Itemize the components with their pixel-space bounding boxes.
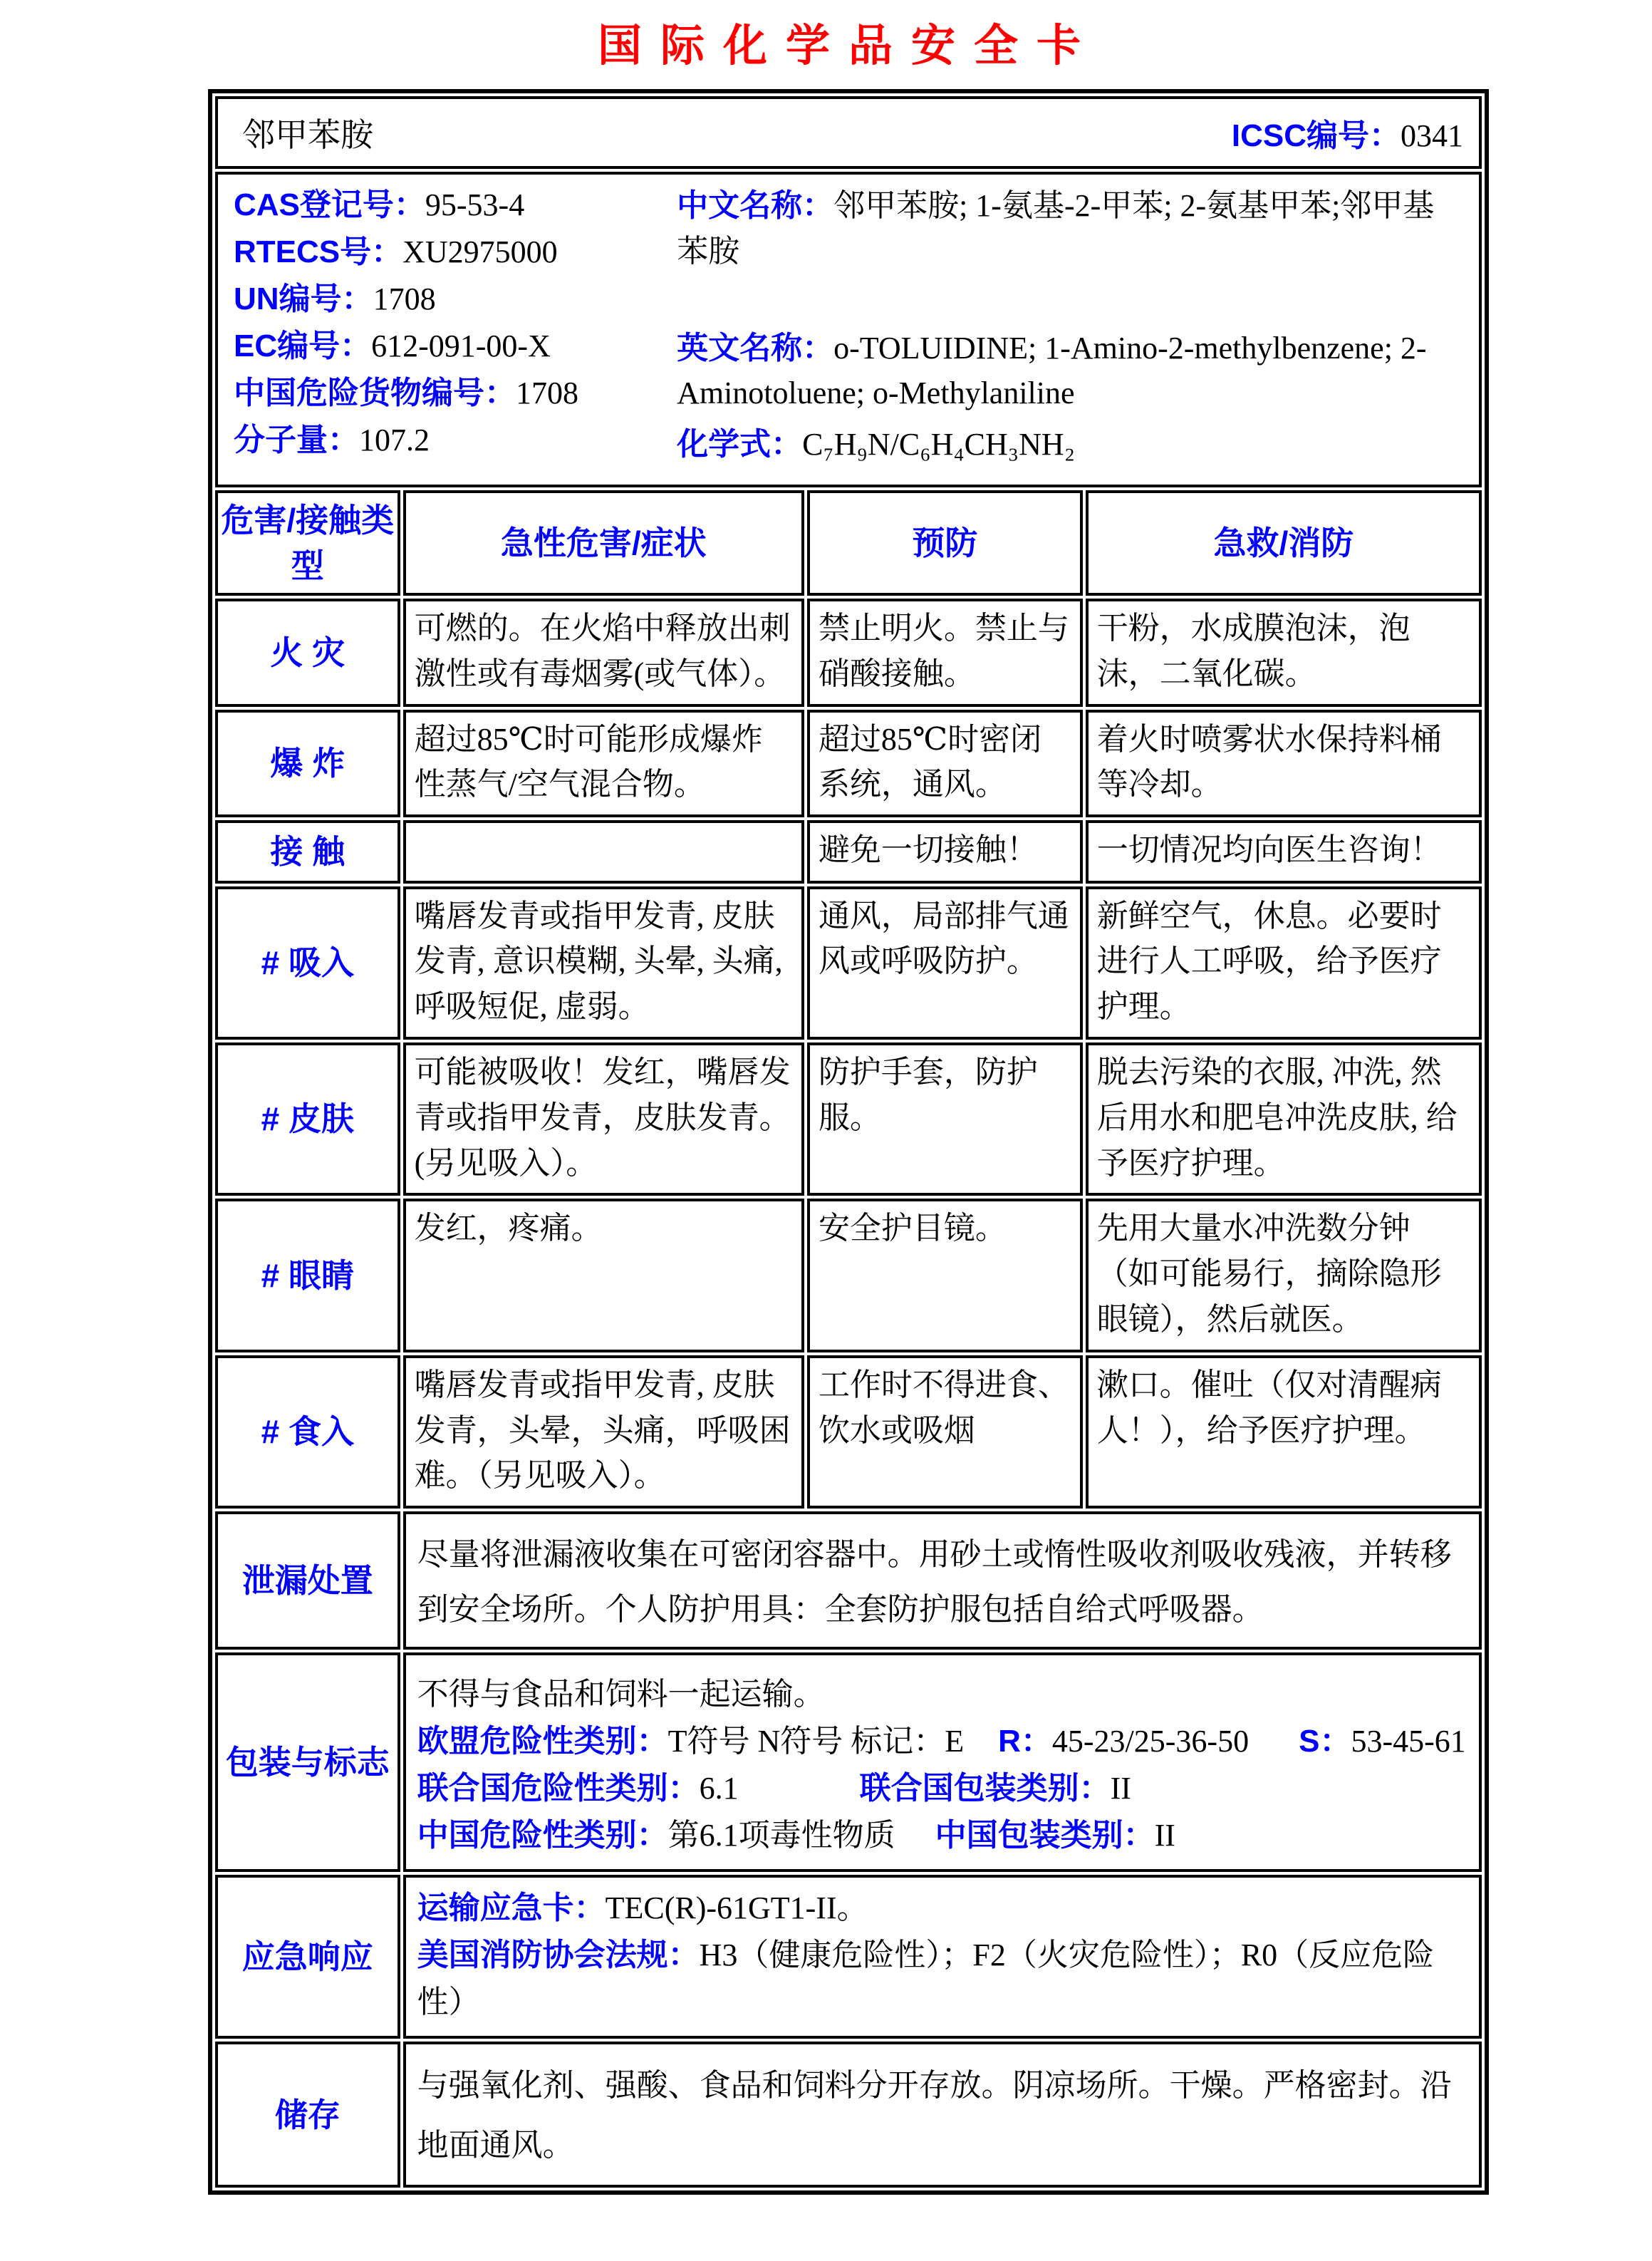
- china-hazard-class: 中国危险性类别：第6.1项毒性物质 中国包装类别：II: [417, 1818, 1175, 1853]
- spill-text: 尽量将泄漏液收集在可密闭容器中。用砂土或惰性吸收剂吸收残液，并转移到安全场所。个人防护用具：全套防护服包括自给式呼吸器。: [417, 1537, 1452, 1628]
- name-row: [215, 96, 1482, 169]
- page-title: 国际化学品安全卡: [597, 21, 1099, 71]
- header-symptom: 急性危害/症状: [403, 490, 804, 596]
- spill-cell: [403, 1511, 1482, 1650]
- row-label: 储存: [215, 2042, 400, 2188]
- row-label: 接 触: [215, 820, 400, 883]
- nfpa-code: 美国消防协会法规：H3（健康危险性）；F2（火灾危险性）；R0（反应危险性）: [417, 1937, 1435, 2020]
- header-type: 危害/接触类型: [215, 490, 400, 596]
- emergency-cell: [403, 1875, 1482, 2039]
- table-row-storage: [215, 2042, 1482, 2188]
- english-name: 英文名称：o-TOLUIDINE; 1-Amino-2-methylbenzene; 2-Aminotoluene; o-Methylaniline: [677, 330, 1427, 411]
- prevention-cell: 避免一切接触！: [807, 820, 1083, 883]
- table-row-skin: [215, 1042, 1482, 1196]
- storage-cell: [403, 2042, 1482, 2188]
- symptoms-cell: 嘴唇发青或指甲发青, 皮肤发青，头晕，头痛，呼吸困难。（另见吸入）。: [403, 1355, 804, 1509]
- firstaid-cell: 先用大量水冲洗数分钟（如可能易行，摘除隐形眼镜），然后就医。: [1086, 1199, 1482, 1352]
- ec-number: EC编号：612-091-00-X: [234, 328, 551, 363]
- header-prevent: 预防: [807, 490, 1083, 596]
- identifier-list: [234, 182, 677, 473]
- prevention-cell: 通风，局部排气通风或呼吸防护。: [807, 886, 1083, 1040]
- row-label: 泄漏处置: [215, 1511, 400, 1650]
- chemical-names: [677, 182, 1465, 473]
- firstaid-cell: 一切情况均向医生咨询！: [1086, 820, 1482, 883]
- row-label: 火 灾: [215, 599, 400, 707]
- table-row-ingestion: [215, 1355, 1482, 1509]
- storage-text: 与强氧化剂、强酸、食品和饲料分开存放。阴凉场所。干燥。严格密封。沿地面通风。: [417, 2068, 1452, 2163]
- identifiers-cell: [215, 172, 1482, 487]
- header-row: [215, 490, 1482, 596]
- symptoms-cell: 发红，疼痛。: [403, 1199, 804, 1352]
- symptoms-cell: 嘴唇发青或指甲发青, 皮肤发青, 意识模糊, 头晕, 头痛, 呼吸短促, 虚弱。: [403, 886, 804, 1040]
- icsc-card-table: [208, 89, 1489, 2195]
- firstaid-cell: 脱去污染的衣服, 冲洗, 然后用水和肥皂冲洗皮肤, 给予医疗护理。: [1086, 1042, 1482, 1196]
- row-label: 包装与标志: [215, 1652, 400, 1872]
- table-row-packaging: [215, 1652, 1482, 1872]
- symptoms-cell: [403, 820, 804, 883]
- table-row-spill: [215, 1511, 1482, 1650]
- name-cell: [215, 96, 1482, 169]
- prevention-cell: 禁止明火。禁止与硝酸接触。: [807, 599, 1083, 707]
- chemical-formula: 化学式：C₇H₉N/C₆H₄CH₃NH₂: [677, 427, 1076, 462]
- firstaid-cell: 新鲜空气，休息。必要时进行人工呼吸，给予医疗护理。: [1086, 886, 1482, 1040]
- transport-emergency-card: 运输应急卡：TEC(R)-61GT1-II。: [417, 1890, 868, 1926]
- eu-hazard-class: 欧盟危险性类别：T符号 N符号 标记：E R：45-23/25-36-50 S：53-45-61: [417, 1724, 1466, 1759]
- symptoms-cell: 超过85℃时可能形成爆炸性蒸气/空气混合物。: [403, 710, 804, 818]
- firstaid-cell: 干粉，水成膜泡沫，泡沫，二氧化碳。: [1086, 599, 1482, 707]
- row-label: # 吸入: [215, 886, 400, 1040]
- prevention-cell: 超过85℃时密闭系统，通风。: [807, 710, 1083, 818]
- icsc-label: ICSC编号：: [1231, 118, 1401, 153]
- un-number: UN编号：1708: [234, 281, 436, 316]
- identifiers-row: [215, 172, 1482, 487]
- symptoms-cell: 可燃的。在火焰中释放出刺激性或有毒烟雾(或气体）。: [403, 599, 804, 707]
- cas-number: CAS登记号：95-53-4: [234, 187, 525, 222]
- row-label: # 食入: [215, 1355, 400, 1509]
- packaging-cell: [403, 1652, 1482, 1872]
- row-label: # 皮肤: [215, 1042, 400, 1196]
- substance-name: 邻甲苯胺: [242, 117, 373, 153]
- symptoms-cell: 可能被吸收！发红，嘴唇发青或指甲发青，皮肤发青。(另见吸入）。: [403, 1042, 804, 1196]
- icsc-number: [1232, 110, 1463, 155]
- molecular-weight: 分子量：107.2: [234, 423, 430, 457]
- firstaid-cell: 漱口。催吐（仅对清醒病人！），给予医疗护理。: [1086, 1355, 1482, 1509]
- table-row-inhalation: [215, 886, 1482, 1040]
- row-label: 应急响应: [215, 1875, 400, 2039]
- chinese-name: 中文名称：邻甲苯胺; 1-氨基-2-甲苯; 2-氨基甲苯;邻甲基苯胺: [677, 188, 1435, 269]
- china-dg-number: 中国危险货物编号：1708: [234, 376, 578, 410]
- un-hazard-class: 联合国危险性类别：6.1 联合国包装类别：II: [417, 1771, 1131, 1806]
- table-row-eyes: [215, 1199, 1482, 1352]
- table-row-emergency: [215, 1875, 1482, 2039]
- row-label: # 眼睛: [215, 1199, 400, 1352]
- prevention-cell: 安全护目镜。: [807, 1199, 1083, 1352]
- header-aid: 急救/消防: [1086, 490, 1482, 596]
- prevention-cell: 防护手套，防护服。: [807, 1042, 1083, 1196]
- row-label: 爆 炸: [215, 710, 400, 818]
- icsc-value: 0341: [1401, 118, 1463, 153]
- table-row-fire: [215, 599, 1482, 707]
- packaging-transport-note: 不得与食品和饲料一起运输。: [417, 1677, 825, 1712]
- table-row-exposure: [215, 820, 1482, 883]
- table-row-explosion: [215, 710, 1482, 818]
- rtecs-number: RTECS号：XU2975000: [234, 234, 558, 269]
- prevention-cell: 工作时不得进食、饮水或吸烟: [807, 1355, 1083, 1509]
- firstaid-cell: 着火时喷雾状水保持料桶等冷却。: [1086, 710, 1482, 818]
